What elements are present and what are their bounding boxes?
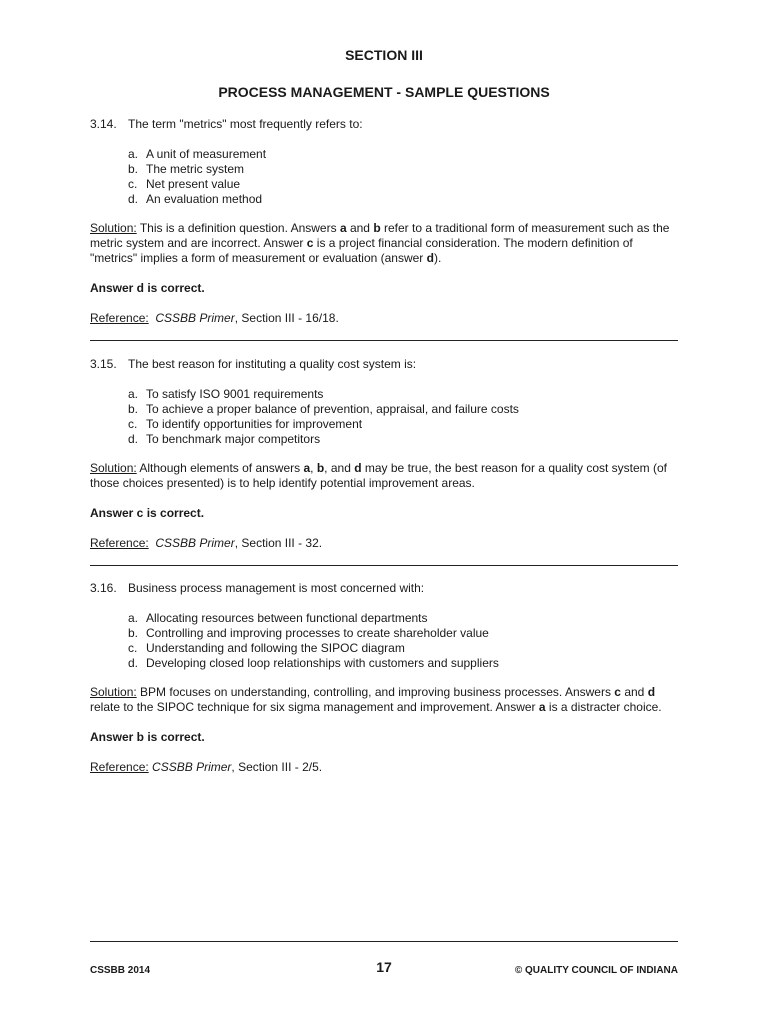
option-text: To benchmark major competitors bbox=[146, 432, 321, 446]
solution-text-run: , bbox=[310, 461, 317, 475]
option-letter: c. bbox=[128, 177, 138, 191]
footer-copyright: © QUALITY COUNCIL OF INDIANA bbox=[514, 965, 678, 976]
solution-text-run: ). bbox=[433, 251, 442, 265]
answer-letter-emphasis: b bbox=[373, 221, 381, 235]
option-text: Allocating resources between functional departments bbox=[146, 611, 428, 625]
answer-letter-emphasis: d bbox=[647, 685, 656, 699]
option-d bbox=[128, 656, 678, 671]
reference-detail: , Section III - 16/18. bbox=[234, 311, 339, 325]
option-text: To identify opportunities for improvement bbox=[146, 417, 363, 431]
page-title: PROCESS MANAGEMENT - SAMPLE QUESTIONS bbox=[218, 84, 550, 100]
option-letter: d. bbox=[128, 432, 139, 446]
option-b bbox=[128, 162, 678, 177]
reference-book: CSSBB Primer bbox=[155, 311, 235, 325]
solution-text-run: refer to a traditional form of measurement such as the metric system and are incorrect. Answer bbox=[90, 221, 670, 250]
reference-label: Reference: bbox=[90, 760, 149, 774]
option-text: An evaluation method bbox=[146, 192, 263, 206]
option-letter: d. bbox=[128, 656, 139, 670]
solution-text-run: and bbox=[346, 221, 374, 235]
option-text: Developing closed loop relationships with customers and suppliers bbox=[146, 656, 499, 670]
document-page bbox=[90, 0, 678, 1024]
option-text: Controlling and improving processes to create shareholder value bbox=[146, 626, 489, 640]
option-a bbox=[128, 147, 678, 162]
answer-options bbox=[128, 611, 678, 671]
option-letter: b. bbox=[128, 402, 139, 416]
reference-line bbox=[90, 536, 678, 551]
option-text: A unit of measurement bbox=[146, 147, 267, 161]
solution-text-run: This is a definition question. Answers bbox=[136, 221, 340, 235]
option-letter: a. bbox=[128, 147, 139, 161]
option-letter: b. bbox=[128, 162, 139, 176]
answer-letter-emphasis: b bbox=[316, 461, 325, 475]
option-c bbox=[128, 417, 678, 432]
solution-paragraph bbox=[90, 685, 678, 715]
option-a bbox=[128, 387, 678, 402]
option-text: To satisfy ISO 9001 requirements bbox=[146, 387, 324, 401]
option-text: To achieve a proper balance of prevention, appraisal, and failure costs bbox=[146, 402, 519, 416]
footer-divider bbox=[90, 941, 678, 942]
question-stem: Business process management is most concerned with: bbox=[128, 581, 425, 595]
option-text: Understanding and following the SIPOC diagram bbox=[146, 641, 405, 655]
option-letter: a. bbox=[128, 611, 139, 625]
answer-letter-emphasis: d bbox=[426, 251, 434, 265]
answer-letter-emphasis: c bbox=[306, 236, 314, 250]
question-3-14 bbox=[90, 117, 678, 326]
solution-text-run: may be true, the best reason for a quality cost system (of those choices presented) is to help identify potential improvement areas. bbox=[90, 461, 668, 490]
option-letter: d. bbox=[128, 192, 139, 206]
correct-answer: Answer b is correct. bbox=[90, 730, 205, 744]
solution-text bbox=[90, 461, 667, 490]
option-letter: b. bbox=[128, 626, 139, 640]
reference-line bbox=[90, 311, 678, 326]
option-letter: c. bbox=[128, 641, 138, 655]
question-stem: The term "metrics" most frequently refers to: bbox=[128, 117, 363, 131]
correct-answer: Answer d is correct. bbox=[90, 281, 205, 295]
solution-text-run: is a project financial consideration. The modern definition of "metrics" implies a form of measurement or evaluation (answer bbox=[90, 236, 633, 265]
solution-paragraph bbox=[90, 461, 678, 491]
solution-label: Solution: bbox=[90, 221, 137, 235]
page-footer bbox=[90, 960, 678, 980]
answer-letter-emphasis: a bbox=[538, 700, 546, 714]
option-c bbox=[128, 177, 678, 192]
option-letter: c. bbox=[128, 417, 138, 431]
question-divider bbox=[90, 340, 678, 341]
reference-book: CSSBB Primer bbox=[155, 536, 235, 550]
solution-text bbox=[90, 221, 669, 265]
solution-text-run: Although elements of answers bbox=[136, 461, 304, 475]
question-3-16 bbox=[90, 581, 678, 775]
option-a bbox=[128, 611, 678, 626]
answer-letter-emphasis: a bbox=[303, 461, 311, 475]
option-b bbox=[128, 626, 678, 641]
question-number: 3.14. bbox=[90, 117, 117, 131]
option-letter: a. bbox=[128, 387, 139, 401]
solution-text-run: BPM focuses on understanding, controlling, and improving business processes. Answers bbox=[136, 685, 615, 699]
solution-text-run: and bbox=[620, 685, 648, 699]
option-text: Net present value bbox=[146, 177, 241, 191]
option-c bbox=[128, 641, 678, 656]
reference-label: Reference: bbox=[90, 536, 149, 550]
option-d bbox=[128, 432, 678, 447]
reference-book: CSSBB Primer bbox=[152, 760, 232, 774]
solution-label: Solution: bbox=[90, 461, 137, 475]
solution-text bbox=[90, 685, 662, 714]
answer-options bbox=[128, 387, 678, 447]
correct-answer: Answer c is correct. bbox=[90, 506, 205, 520]
solution-text-run: is a distracter choice. bbox=[545, 700, 662, 714]
answer-letter-emphasis: c bbox=[614, 685, 621, 699]
option-text: The metric system bbox=[146, 162, 245, 176]
reference-label: Reference: bbox=[90, 311, 149, 325]
solution-label: Solution: bbox=[90, 685, 137, 699]
reference-detail: , Section III - 32. bbox=[234, 536, 323, 550]
question-number: 3.16. bbox=[90, 581, 117, 595]
option-d bbox=[128, 192, 678, 207]
question-3-15 bbox=[90, 357, 678, 551]
answer-options bbox=[128, 147, 678, 207]
option-b bbox=[128, 402, 678, 417]
footer-edition: CSSBB 2014 bbox=[90, 965, 151, 976]
solution-text-run: , and bbox=[324, 461, 355, 475]
section-title: SECTION III bbox=[345, 47, 423, 63]
question-divider bbox=[90, 565, 678, 566]
solution-paragraph bbox=[90, 221, 678, 266]
page-number: 17 bbox=[376, 959, 392, 975]
question-stem: The best reason for instituting a quality cost system is: bbox=[128, 357, 417, 371]
solution-text-run: relate to the SIPOC technique for six sigma management and improvement. Answer bbox=[90, 700, 539, 714]
reference-detail: , Section III - 2/5. bbox=[231, 760, 323, 774]
question-number: 3.15. bbox=[90, 357, 117, 371]
answer-letter-emphasis: d bbox=[354, 461, 362, 475]
answer-letter-emphasis: a bbox=[339, 221, 347, 235]
reference-line bbox=[90, 760, 678, 775]
